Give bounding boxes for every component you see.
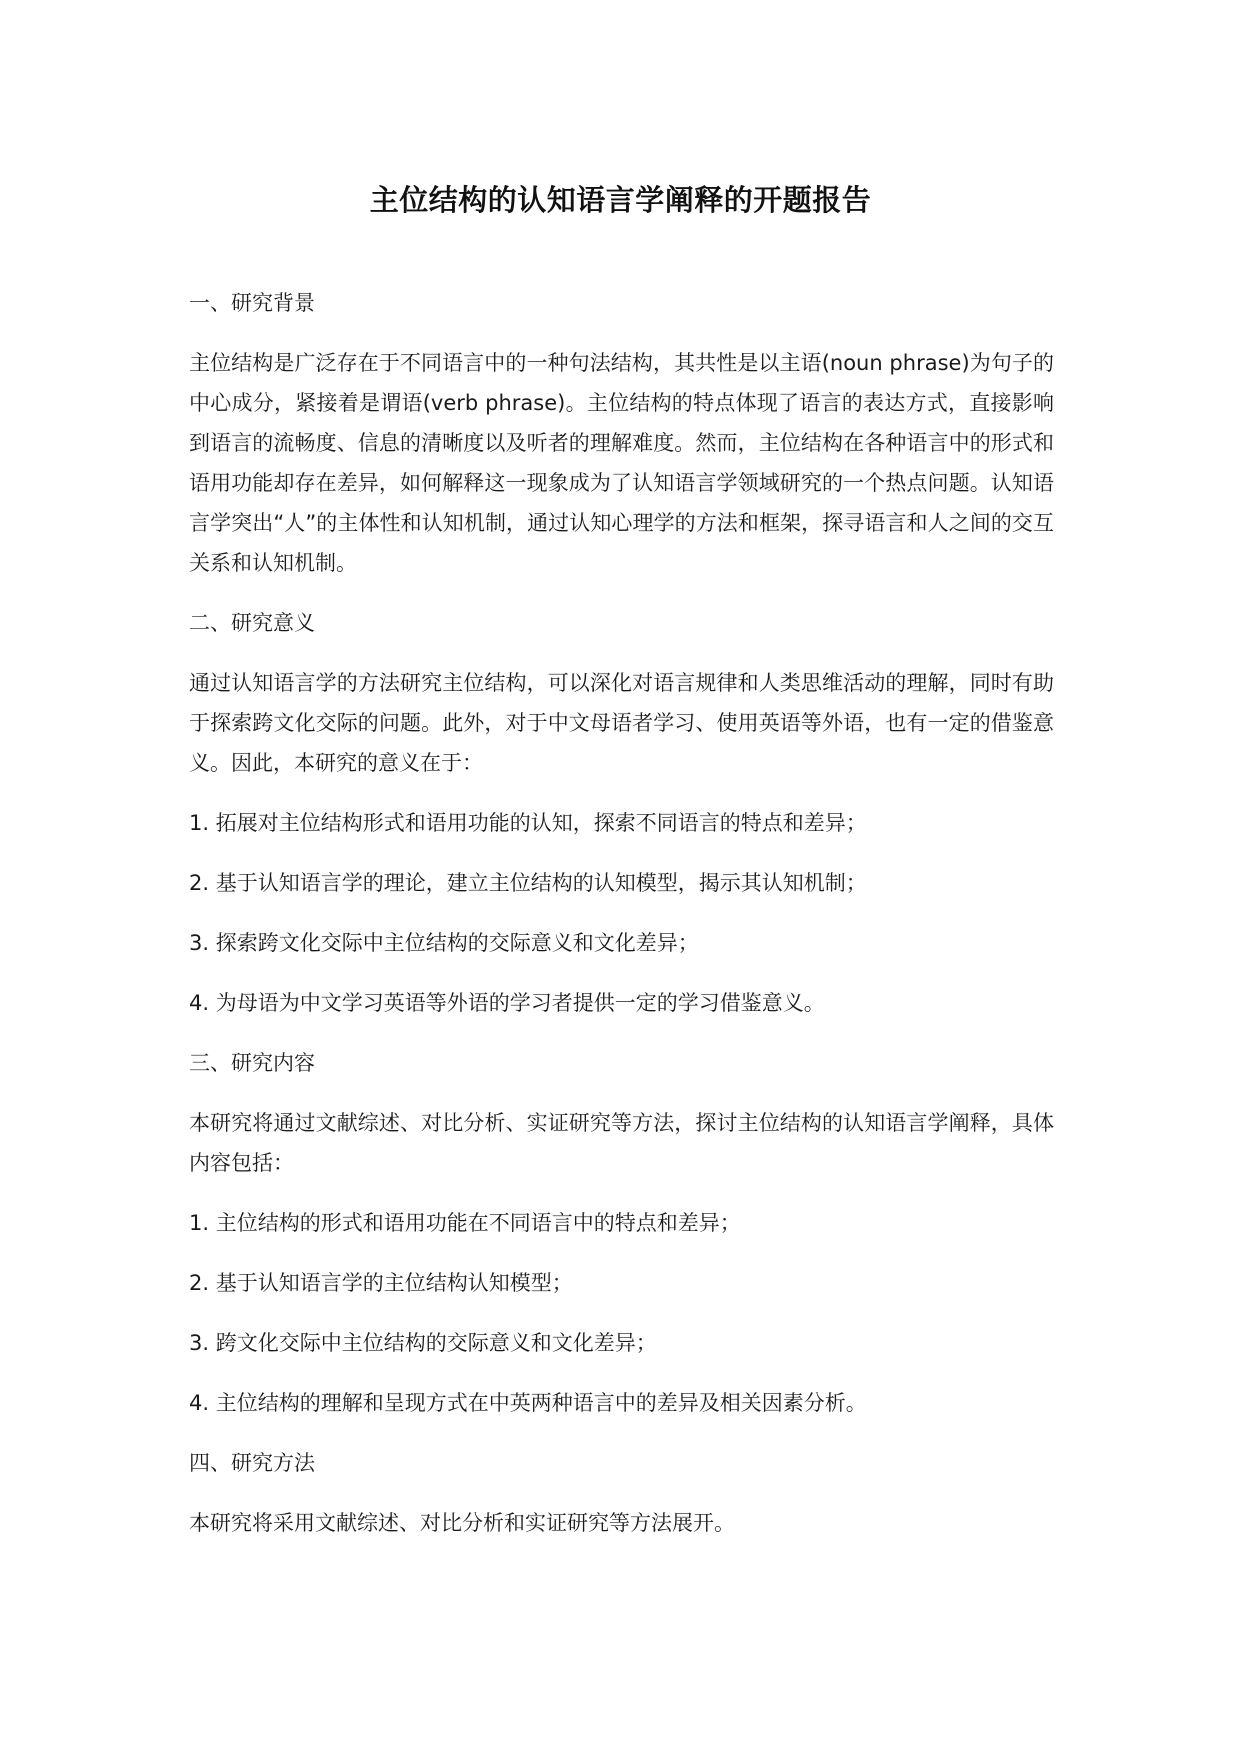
section-background xyxy=(189,283,1054,583)
section-significance xyxy=(189,603,1054,1023)
section-heading: 二、研究意义 xyxy=(189,611,315,635)
section-heading: 一、研究背景 xyxy=(189,291,315,315)
paragraph: 本研究将通过文献综述、对比分析、实证研究等方法，探讨主位结构的认知语言学阐释，具体内容包括： xyxy=(189,1111,1054,1175)
section-methods xyxy=(189,1443,1054,1543)
section-content xyxy=(189,1043,1054,1423)
section-heading: 三、研究内容 xyxy=(189,1051,315,1075)
list-item: 3. 跨文化交际中主位结构的交际意义和文化差异； xyxy=(189,1331,657,1355)
list-item: 1. 拓展对主位结构形式和语用功能的认知，探索不同语言的特点和差异； xyxy=(189,811,867,835)
list-item: 2. 基于认知语言学的主位结构认知模型； xyxy=(189,1271,573,1295)
list-item: 4. 主位结构的理解和呈现方式在中英两种语言中的差异及相关因素分析。 xyxy=(189,1391,867,1415)
list-item: 1. 主位结构的形式和语用功能在不同语言中的特点和差异； xyxy=(189,1211,741,1235)
document-title: 主位结构的认知语言学阐释的开题报告 xyxy=(369,183,872,217)
list-item: 3. 探索跨文化交际中主位结构的交际意义和文化差异； xyxy=(189,931,699,955)
section-heading: 四、研究方法 xyxy=(189,1451,315,1475)
list-item: 4. 为母语为中文学习英语等外语的学习者提供一定的学习借鉴意义。 xyxy=(189,991,825,1015)
list-item: 2. 基于认知语言学的理论，建立主位结构的认知模型，揭示其认知机制； xyxy=(189,871,867,895)
paragraph: 通过认知语言学的方法研究主位结构，可以深化对语言规律和人类思维活动的理解，同时有助于探索跨文化交际的问题。此外，对于中文母语者学习、使用英语等外语，也有一定的借鉴意义。因此，本研究的意义在于： xyxy=(189,671,1054,775)
paragraph: 主位结构是广泛存在于不同语言中的一种句法结构，其共性是以主语(noun phrase)为句子的中心成分，紧接着是谓语(verb phrase)。主位结构的特点体现了语言的表达方式，直接影响到语言的流畅度、信息的清晰度以及听者的理解难度。然而，主位结构在各种语言中的形式和语用功能却存在差异，如何解释这一现象成为了认知语言学领域研究的一个热点问题。认知语言学突出“人”的主体性和认知机制，通过认知心理学的方法和框架，探寻语言和人之间的交互关系和认知机制。 xyxy=(189,351,1054,575)
document-body xyxy=(189,283,1054,1563)
paragraph: 本研究将采用文献综述、对比分析和实证研究等方法展开。 xyxy=(189,1511,735,1535)
